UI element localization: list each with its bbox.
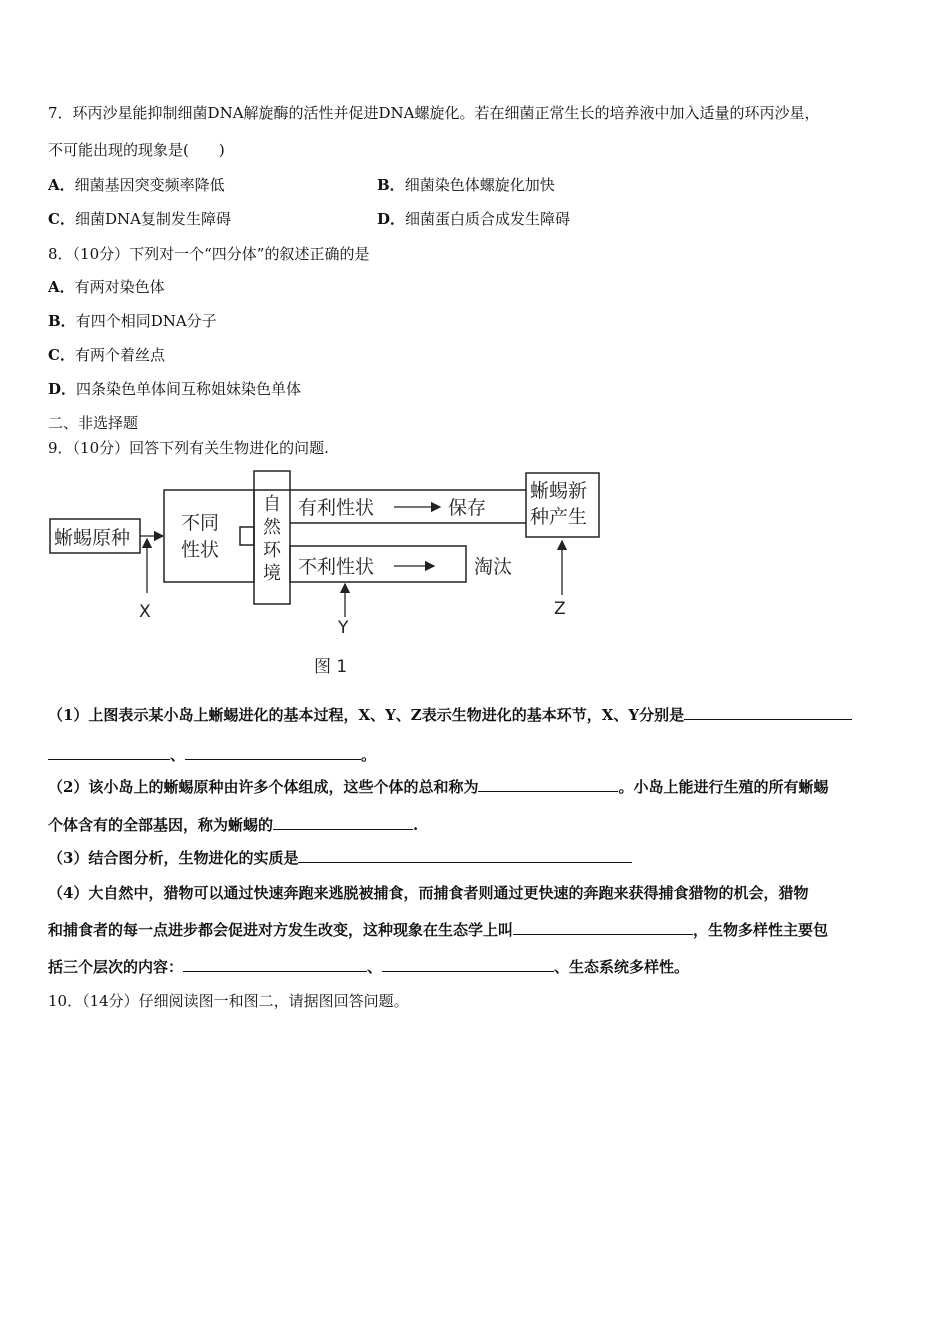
q9-sub3 xyxy=(48,848,632,868)
q7-option-a xyxy=(48,175,225,195)
original-species-label: 蜥蜴原种 xyxy=(54,527,131,549)
q8-option-b xyxy=(48,311,217,331)
q8-stem: 8．（10分）下列对一个“四分体”的叙述正确的是 xyxy=(48,245,370,263)
answer-blank-x-cont[interactable] xyxy=(48,745,170,760)
q9-sub1-text: （1）上图表示某小岛上蜥蜴进化的基本过程，X、Y、Z表示生物进化的基本环节，X、Y分别是 xyxy=(48,706,685,724)
traits-label-1: 不同 xyxy=(181,512,220,534)
option-text: 有两对染色体 xyxy=(74,278,165,296)
option-text: 细菌染色体螺旋化加快 xyxy=(404,176,555,194)
option-text: 四条染色单体间互称姐妹染色单体 xyxy=(76,380,302,398)
answer-blank-population[interactable] xyxy=(478,777,618,792)
option-label: C． xyxy=(48,346,75,364)
q9-sub3-text: （3）结合图分析，生物进化的实质是 xyxy=(48,849,299,867)
q9-sub2-line2 xyxy=(48,815,418,835)
q9-sub4-text-2: 和捕食者的每一点进步都会促进对方发生改变，这种现象在生态学上叫 xyxy=(48,921,514,939)
separator: 、 xyxy=(367,958,383,976)
q7-option-c xyxy=(48,209,231,229)
answer-blank-coevolution[interactable] xyxy=(513,920,693,935)
q7-option-b xyxy=(377,175,555,195)
q7-stem-line1: 7．环丙沙星能抑制细菌DNA解旋酶的活性并促进DNA螺旋化。若在细菌正常生长的培养液中加入适量的环丙沙星， xyxy=(48,104,820,122)
evolution-diagram xyxy=(40,465,660,685)
q9-sub2-line1 xyxy=(48,777,828,797)
q7-option-d xyxy=(377,209,570,229)
q9-stem: 9．（10分）回答下列有关生物进化的问题. xyxy=(48,439,329,457)
q8-option-c xyxy=(48,345,165,365)
option-label: A． xyxy=(48,176,75,194)
q9-sub2-text: （2）该小岛上的蜥蜴原种由许多个体组成，这些个体的总和称为 xyxy=(48,778,479,796)
new-species-label-2: 种产生 xyxy=(530,506,588,528)
new-species-label-1: 蜥蜴新 xyxy=(530,480,588,502)
z-label: Z xyxy=(554,599,566,619)
option-text: 细菌基因突变频率降低 xyxy=(74,176,225,194)
environment-label-3: 环 xyxy=(263,540,281,561)
answer-blank-x[interactable] xyxy=(684,705,852,720)
environment-label-1: 自 xyxy=(263,494,281,515)
line-end: 。 xyxy=(361,746,377,764)
q9-sub1-line2 xyxy=(48,745,376,765)
separator: 、 xyxy=(170,746,186,764)
environment-label-4: 境 xyxy=(263,563,281,584)
section-heading: 二、非选择题 xyxy=(48,414,139,432)
option-text: 细菌蛋白质合成发生障碍 xyxy=(405,210,571,228)
option-label: C． xyxy=(48,210,75,228)
answer-blank-gene-pool[interactable] xyxy=(273,815,413,830)
answer-blank-essence[interactable] xyxy=(298,848,632,863)
line-end: . xyxy=(413,816,419,834)
q9-sub4-text-3: 括三个层次的内容： xyxy=(48,958,184,976)
option-label: B． xyxy=(48,312,76,330)
q9-sub1-line1 xyxy=(48,705,852,725)
option-label: D． xyxy=(377,210,406,228)
q8-option-d xyxy=(48,379,301,399)
q10-stem: 10．（14分）仔细阅读图一和图二，请据图回答问题。 xyxy=(48,992,409,1010)
x-label: X xyxy=(139,602,151,622)
eliminate-label: 淘汰 xyxy=(474,556,513,578)
q8-option-a xyxy=(48,277,165,297)
q9-sub2-text-2: 个体含有的全部基因，称为蜥蜴的 xyxy=(48,816,274,834)
y-label: Y xyxy=(338,618,349,638)
q9-sub2-mid: 。小岛上能进行生殖的所有蜥蜴 xyxy=(618,778,829,796)
figure-caption: 图 1 xyxy=(314,657,348,677)
connector-notch xyxy=(240,527,254,545)
option-text: 细菌DNA复制发生障碍 xyxy=(74,210,231,228)
traits-label-2: 性状 xyxy=(181,539,220,561)
preserve-label: 保存 xyxy=(448,497,487,519)
environment-label-2: 然 xyxy=(263,517,281,538)
option-label: D． xyxy=(48,380,77,398)
answer-blank-genetic-diversity[interactable] xyxy=(183,957,367,972)
answer-blank-species-diversity[interactable] xyxy=(382,957,554,972)
q7-stem-line2: 不可能出现的现象是( ) xyxy=(48,141,225,159)
q9-sub4-end: 、生态系统多样性。 xyxy=(554,958,690,976)
unfavorable-label: 不利性状 xyxy=(298,556,375,578)
option-label: B． xyxy=(377,176,405,194)
option-label: A． xyxy=(48,278,75,296)
answer-blank-y[interactable] xyxy=(185,745,361,760)
option-text: 有四个相同DNA分子 xyxy=(75,312,217,330)
q9-sub4-line3 xyxy=(48,957,689,977)
favorable-label: 有利性状 xyxy=(298,497,375,519)
option-text: 有两个着丝点 xyxy=(74,346,165,364)
q9-sub4-line2-end: ，生物多样性主要包 xyxy=(693,921,829,939)
q9-sub4-line2 xyxy=(48,920,828,940)
q9-sub4-line1: （4）大自然中，猎物可以通过快速奔跑来逃脱被捕食，而捕食者则通过更快速的奔跑来获得捕食猎物的机会，猎物 xyxy=(48,884,809,902)
